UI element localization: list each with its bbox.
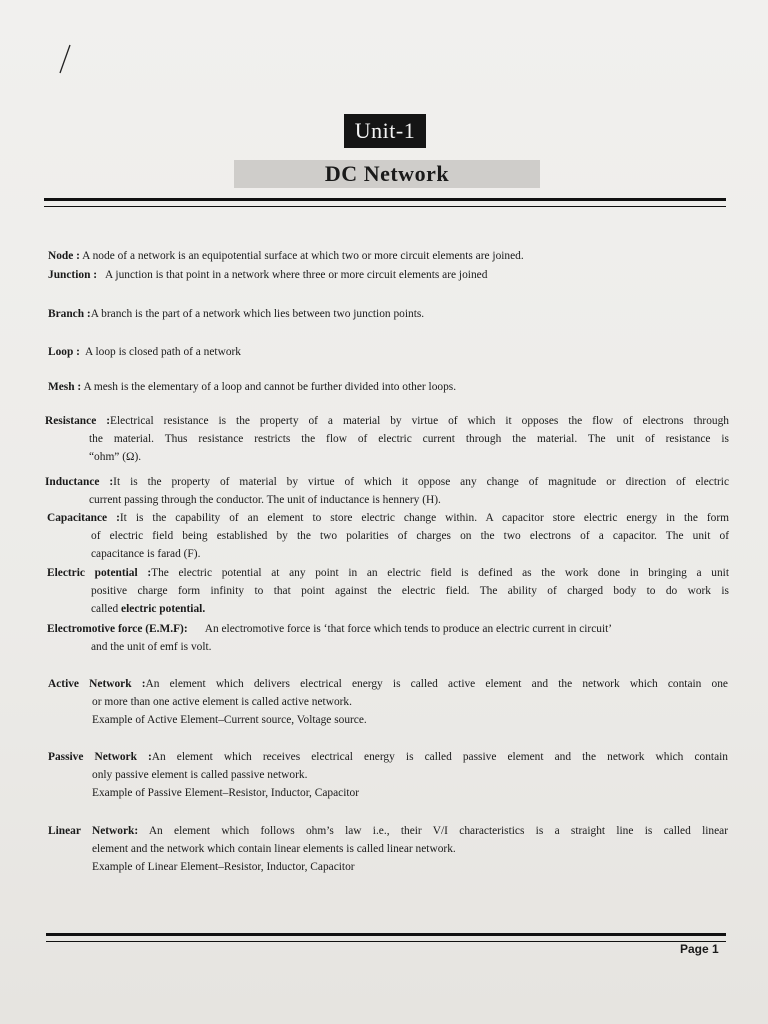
- pen-stroke-mark: [58, 44, 72, 74]
- term-label: Resistance :: [45, 415, 111, 427]
- footer-divider: [46, 933, 726, 942]
- definition-text-line-2: only passive element is called passive network.: [92, 769, 308, 781]
- term-label: Loop :: [48, 346, 80, 358]
- definition-text-line-2: the material. Thus resistance restricts the flow of electric current through the material. The unit of resistance is: [89, 433, 729, 445]
- page-title: DC Network: [234, 160, 540, 188]
- term-label: Linear Network:: [48, 825, 139, 837]
- term-label: Branch :: [48, 308, 91, 320]
- definition-example: Example of Linear Element–Resistor, Inductor, Capacitor: [92, 861, 355, 873]
- definition-text-line-3: “ohm” (Ω).: [89, 451, 142, 463]
- term-label: Passive Network :: [48, 751, 152, 763]
- definition-text-line-2: or more than one active element is called active network.: [92, 696, 352, 708]
- definition-resistance: [45, 412, 729, 466]
- definition-text-line-1: An element which delivers electrical energy is called active element and the network which contain one: [145, 678, 728, 690]
- definition-loop: [48, 343, 688, 361]
- definition-junction: [48, 266, 688, 284]
- definition-text-line-2: of electric field being established by the two polarities of charges on the two electrons of a capacitor. The unit of: [91, 530, 729, 542]
- definition-text-line-2: current passing through the conductor. The unit of inductance is hennery (H).: [89, 494, 441, 506]
- definition-text-line-3: called: [91, 603, 122, 615]
- term-label: Active Network :: [48, 678, 146, 690]
- header-divider: [44, 198, 726, 207]
- definition-text: A mesh is the elementary of a loop and cannot be further divided into other loops.: [83, 381, 457, 393]
- definition-inductance: [45, 473, 729, 509]
- definition-text-line-1: Electrical resistance is the property of a material by virtue of which it opposes the flow of electrons through: [110, 415, 730, 427]
- definition-text: A branch is the part of a network which lies between two junction points.: [90, 308, 425, 320]
- definition-text-line-1: It is the capability of an element to store electric change within. A capacitor store electric energy in the form: [119, 512, 730, 524]
- definition-capacitance: [47, 509, 729, 563]
- definition-text-line-2: and the unit of emf is volt.: [91, 641, 212, 653]
- definition-active-network: [48, 675, 728, 729]
- definition-text-line-3: capacitance is farad (F).: [91, 548, 201, 560]
- emphasis-text: electric potential.: [121, 603, 206, 615]
- definition-passive-network: [48, 748, 728, 802]
- definition-mesh: [48, 378, 688, 396]
- definition-text-line-1: An element which follows ohm’s law i.e., their V/I characteristics is a straight line is called linear: [148, 825, 728, 837]
- term-label: Node :: [48, 250, 80, 262]
- definition-example: Example of Active Element–Current source, Voltage source.: [92, 714, 367, 726]
- definition-text: A junction is that point in a network where three or more circuit elements are joined: [104, 269, 488, 281]
- definition-linear-network: [48, 822, 728, 876]
- definition-text-line-1: An electromotive force is ‘that force which tends to produce an electric current in circuit’: [204, 623, 613, 635]
- definition-text-line-2: element and the network which contain linear elements is called linear network.: [92, 843, 456, 855]
- term-label: Electromotive force (E.M.F):: [47, 623, 188, 635]
- definition-text-line-1: The electric potential at any point in an electric field is defined as the work done in bringing a unit: [151, 567, 730, 579]
- definition-electric-potential: [47, 564, 729, 618]
- term-label: Junction :: [48, 269, 98, 281]
- term-label: Electric potential :: [47, 567, 152, 579]
- definition-text: A node of a network is an equipotential surface at which two or more circuit elements are joined.: [82, 250, 524, 262]
- definition-text-line-1: It is the property of material by virtue of which it oppose any change of magnitude or direction of electric: [113, 476, 730, 488]
- term-label: Mesh :: [48, 381, 82, 393]
- definition-node: [48, 247, 688, 265]
- term-label: Capacitance :: [47, 512, 120, 524]
- definition-example: Example of Passive Element–Resistor, Inductor, Capacitor: [92, 787, 360, 799]
- page-number: Page 1: [680, 942, 719, 956]
- term-label: Inductance :: [45, 476, 114, 488]
- definition-emf: [47, 620, 729, 656]
- definition-text-line-1: An element which receives electrical energy is called passive element and the network which contain: [151, 751, 728, 763]
- definition-branch: [48, 305, 688, 323]
- definition-text: A loop is closed path of a network: [85, 346, 242, 358]
- unit-label: Unit-1: [344, 114, 426, 148]
- definition-text-line-2: positive charge form infinity to that point against the electric field. The ability of charged body to do work is: [91, 585, 729, 597]
